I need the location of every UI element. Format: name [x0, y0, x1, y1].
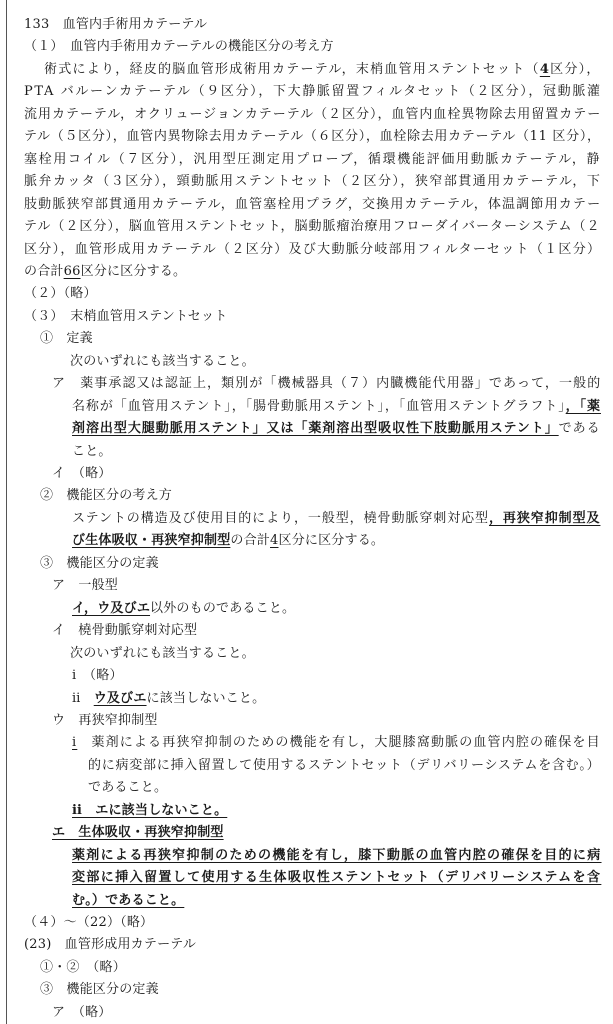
text-line	[24, 171, 601, 193]
text-segment: に該当しないこと。	[146, 690, 266, 706]
text-line	[24, 36, 334, 58]
text-segment: 的に病変部に挿入留置して使用するステントセット（デリバリーシステムを含む。）	[88, 757, 601, 773]
text-segment: 塞栓用コイル（７区分），汎用型圧測定用プローブ，循環機能評価用動脈カテーテル，静	[24, 151, 602, 167]
text-segment: （４）～（22）（略）	[24, 915, 154, 930]
text-segment: 次のいずれにも該当すること。	[70, 353, 255, 369]
text-line	[72, 688, 265, 710]
text-line	[72, 530, 384, 552]
text-line	[24, 149, 601, 171]
text-line	[88, 755, 600, 777]
text-segment: 変部に挿入留置して使用する生体吸収性ステントセット（デリバリーシステムを含	[72, 870, 602, 886]
text-segment: 次のいずれにも該当すること。	[70, 645, 255, 661]
text-segment: （１） 血管内手術用カテーテルの機能区分の考え方	[24, 39, 334, 55]
text-segment: テル（５区分），血管内異物除去用カテーテル（６区分），血栓除去用カテーテル（11 区分），	[24, 129, 601, 145]
text-line	[40, 957, 126, 979]
text-line	[24, 283, 97, 305]
text-segment: ③ 機能区分の定義	[40, 555, 159, 571]
text-segment: ，「薬	[565, 398, 601, 414]
text-segment: 区分），	[550, 61, 601, 77]
text-line	[24, 216, 601, 238]
text-segment: イ，ウ及びエ	[72, 600, 151, 616]
text-segment: の合計	[230, 533, 271, 549]
text-segment: 区分），血管形成用カテーテル（２区分）及び大動脈分岐部用フィルターセット（１区分）	[24, 241, 602, 257]
text-segment: テル（２区分），脳血管用ステントセット，脳動脈瘤治療用フローダイバーターシステム（２	[24, 219, 601, 235]
text-line	[24, 14, 207, 36]
text-segment: 流用カテーテル，オクリュージョンカテーテル（２区分），血管内血栓異物除去用留置カテー	[24, 106, 602, 122]
text-line	[40, 553, 159, 575]
text-line	[40, 328, 93, 350]
text-line	[24, 194, 601, 216]
text-segment: 4	[539, 61, 551, 77]
text-line	[72, 867, 601, 889]
text-segment: である	[558, 421, 601, 437]
text-segment: ⅰ （略）	[72, 668, 123, 684]
text-segment: ①・② （略）	[40, 959, 126, 975]
text-segment: （３） 末梢血管用ステントセット	[24, 308, 228, 324]
text-line	[52, 822, 224, 844]
text-segment: イ （略）	[52, 466, 112, 481]
text-segment: 区分に区分する。	[278, 533, 385, 549]
text-line	[52, 575, 118, 597]
text-segment: (23) 血管形成用カテーテル	[24, 937, 197, 953]
text-line	[72, 800, 227, 822]
text-segment: 薬剤による再狭窄抑制のための機能を有し，大腿膝窩動脈の血管内腔の確保を目	[77, 735, 601, 751]
text-segment: び生体吸収・再狭窄抑制型	[72, 533, 231, 549]
text-line	[40, 979, 159, 1001]
left-margin-rule	[6, 0, 7, 1024]
text-segment: ，再狭窄抑制型及	[488, 510, 601, 526]
text-line	[52, 463, 112, 485]
text-segment: ア （略）	[52, 1004, 112, 1020]
text-segment: 名称が「血管用ステント」，「腸骨動脈用ステント」，「血管用ステントグラフト」	[72, 398, 566, 414]
text-segment: こと。	[72, 443, 112, 459]
text-segment: む。）であること。	[72, 892, 185, 908]
text-segment: ア 一般型	[52, 578, 119, 594]
text-line	[40, 485, 172, 507]
text-line	[44, 59, 601, 81]
text-segment: 剤溶出型大腿動脈用ステント」又は「薬剤溶出型吸収性下肢動脈用ステント」	[72, 421, 559, 437]
text-segment: ① 定義	[40, 331, 93, 347]
text-line	[52, 710, 158, 732]
text-segment: 薬剤による再狭窄抑制のための機能を有し，膝下動脈の血管内腔の確保を目的に病	[72, 847, 602, 863]
text-line	[24, 81, 602, 103]
text-line	[24, 126, 601, 148]
text-segment: PTA バルーンカテーテル（９区分），下大静脈留置フィルタセット（２区分），冠動脈灌	[24, 84, 602, 100]
text-line	[72, 890, 184, 912]
text-segment: の合計	[24, 263, 64, 279]
text-line	[24, 306, 227, 328]
text-segment: ② 機能区分の考え方	[40, 488, 173, 504]
text-segment: ウ及びエ	[93, 690, 147, 706]
text-line	[52, 620, 197, 642]
text-line	[72, 418, 601, 440]
text-line	[72, 598, 295, 620]
text-segment: ア 薬事承認又は認証上，類別が「機械器具（７）内臓機能代用器」であって，一般的	[52, 376, 602, 392]
text-segment: ⅰ	[72, 735, 78, 751]
text-line	[72, 732, 601, 754]
text-segment: 脈弁カッタ（３区分），頸動脈用ステントセット（２区分），狭窄部貫通用カテーテル，下	[24, 174, 602, 190]
text-line	[72, 665, 123, 687]
text-segment: 133 血管内手術用カテーテル	[24, 17, 208, 32]
text-line	[52, 373, 601, 395]
text-segment: ③ 機能区分の定義	[40, 982, 159, 998]
text-line	[72, 396, 601, 418]
text-segment: （２）（略）	[24, 286, 97, 302]
text-segment: ウ 再狭窄抑制型	[52, 712, 158, 728]
text-segment: ⅱ	[72, 690, 94, 706]
text-segment: 術式により，経皮的脳血管形成術用カテーテル，末梢血管用ステントセット（	[44, 61, 540, 77]
text-line	[72, 441, 112, 463]
text-line	[24, 912, 153, 934]
text-line	[24, 104, 601, 126]
text-line	[72, 845, 602, 867]
text-segment: 肢動脈狭窄部貫通用カテーテル，血管塞栓用プラグ，交換用カテーテル，体温調節用カテー	[24, 196, 602, 212]
text-segment: 4	[270, 533, 279, 549]
text-segment: 区分に区分する。	[80, 263, 187, 279]
text-segment: ⅱ エに該当しないこと。	[72, 802, 228, 818]
text-segment: であること。	[88, 780, 168, 796]
text-line	[70, 643, 255, 665]
text-segment: 以外のものであること。	[150, 600, 296, 616]
text-segment: イ 橈骨動脈穿刺対応型	[52, 623, 198, 639]
text-line	[88, 777, 167, 799]
text-line	[72, 508, 600, 530]
text-segment: 66	[63, 263, 81, 279]
text-line	[24, 261, 186, 283]
text-line	[24, 934, 196, 956]
text-line	[70, 351, 255, 373]
text-line	[52, 1002, 112, 1024]
text-line	[24, 239, 601, 261]
text-segment: エ 生体吸収・再狭窄抑制型	[52, 825, 224, 841]
text-segment: ステントの構造及び使用目的により，一般型，橈骨動脈穿刺対応型	[72, 510, 489, 526]
